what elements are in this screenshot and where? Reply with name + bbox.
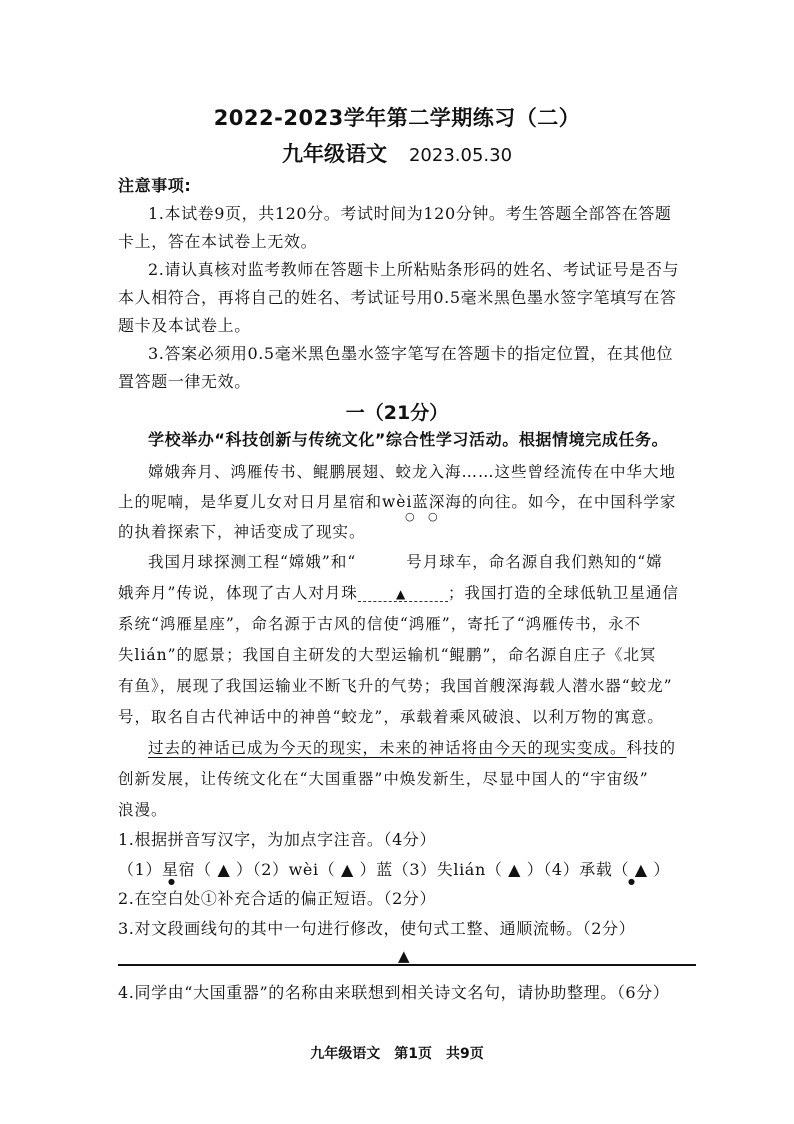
notice-line: 2.请认真核对监考教师在答题卡上所粘贴条形码的姓名、考试证号是否与 — [148, 260, 680, 279]
answer-line[interactable] — [118, 964, 696, 966]
question-2: 2.在空白处①补充合适的偏正短语。（2分） — [118, 889, 437, 908]
page-footer: 九年级语文 第1页 共9页 — [310, 1046, 484, 1062]
emphasis-dot: ● — [168, 877, 175, 886]
passage-line — [148, 552, 728, 572]
passage-fragment: ；我国打造的全球低轨卫星通信 — [447, 584, 679, 602]
passage-line: 嫦娥奔月、鸿雁传书、鲲鹏展翅、蛟龙入海……这些曾经流传在中华大地 — [148, 463, 677, 481]
exam-title: 2022-2023学年第二学期练习（二） — [213, 106, 581, 130]
passage-fragment: 号月球车，命名源自我们熟知的“嫦 — [406, 553, 663, 571]
blank-1 — [358, 587, 448, 602]
underlined-sentence: 过去的神话已成为今天的现实，未来的神话将由今天的现实变成。 — [148, 739, 627, 757]
question-1: 1.根据拼音写汉字，为加点字注音。（4分） — [118, 830, 437, 849]
notice-line: 本人相符合，再将自己的姓名、考试证号用0.5毫米黑色墨水签字笔填写在答 — [118, 288, 677, 307]
question-1-items: （1）星宿（ ▲ ）（2）wèi（ ▲ ）蓝（3）失lián（ ▲ ）（4）承载（ ▲ ） — [118, 860, 670, 879]
notice-line: 1.本试卷9页，共120分。考试时间为120分钟。考生答题全部答在答题 — [148, 204, 672, 223]
section-intro: 学校举办“科技创新与传统文化”综合性学习活动。根据情境完成任务。 — [148, 430, 669, 449]
passage-line: 有鱼》，展现了我国运输业不断飞升的气势；我国首艘深海载人潜水器“蛟龙” — [118, 677, 673, 695]
passage-line: 浪漫。 — [118, 801, 168, 819]
subtitle-row — [0, 138, 794, 168]
answer-marker: ▲ — [398, 947, 410, 965]
notice-line: 置答题一律无效。 — [118, 372, 251, 391]
notice-line: 3.答案必须用0.5毫米黑色墨水签字笔写在答题卡的指定位置，在其他位 — [148, 344, 674, 363]
notice-heading: 注意事项: — [118, 176, 192, 195]
passage-fragment: 我国月球探测工程“嫦娥”和“ — [148, 553, 357, 571]
notice-line: 题卡及本试卷上。 — [118, 316, 251, 335]
exam-date: 2023.05.30 — [408, 145, 513, 166]
section-heading: 一（21分） — [345, 402, 449, 424]
exam-subject: 九年级语文 — [281, 142, 387, 166]
passage-line — [118, 583, 698, 603]
notice-line: 卡上，答在本试卷上无效。 — [118, 232, 318, 251]
passage-line — [148, 738, 728, 758]
passage-fragment: 科技的 — [626, 739, 677, 757]
passage-line: 号，取名自古代神话中的神兽“蛟龙”，承载着乘风破浪、以利万物的寓意。 — [118, 708, 664, 726]
passage-fragment: 娥奔月”传说，体现了古人对月珠 — [118, 584, 358, 602]
blank-marker: ▲ — [395, 586, 407, 601]
question-4: 4.同学由“大国重器”的名称由来联想到相关诗文名句，请协助整理。（6分） — [118, 983, 670, 1002]
emphasis-dot: ○ — [428, 510, 438, 523]
passage-line: 系统“鸿雁星座”，命名源于古风的信使“鸿雁”，寄托了“鸿雁传书，永不 — [118, 615, 642, 633]
passage-line: 创新发展，让传统文化在“大国重器”中焕发新生，尽显中国人的“宇宙级” — [118, 770, 649, 788]
emphasis-dot: ○ — [405, 510, 415, 523]
passage-line: 失lián”的愿景；我国自主研发的大型运输机“鲲鹏”，命名源自庄子《北冥 — [118, 646, 657, 664]
question-3: 3.对文段画线句的其中一句进行修改，使句式工整、通顺流畅。（2分） — [118, 919, 636, 938]
passage-line: 的执着探索下，神话变成了现实。 — [118, 523, 366, 541]
passage-line: 上的呢喃，是华夏儿女对日月星宿和wèi蓝深海的向往。如今，在中国科学家 — [118, 493, 677, 511]
emphasis-dot: ● — [628, 877, 635, 886]
